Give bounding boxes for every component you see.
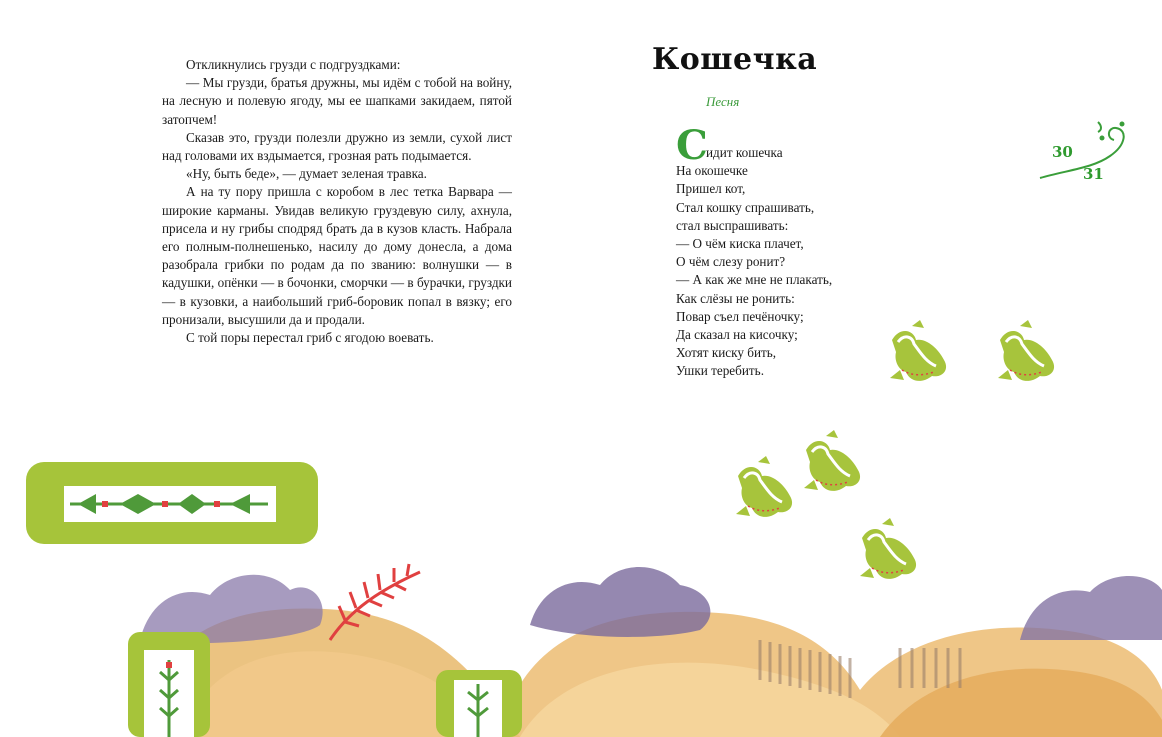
- poem-line: стал выспрашивать:: [676, 217, 789, 233]
- poem-line: — О чём киска плачет,: [676, 236, 804, 252]
- embroidered-post: [128, 632, 210, 737]
- poem-line: О чём слезу ронит?: [676, 254, 786, 270]
- poem-line: — А как же мне не плакать,: [676, 272, 833, 288]
- bird-ornament-icon: [890, 320, 946, 381]
- poem-line: Ушки теребить.: [676, 363, 764, 379]
- page-subtitle: Песня: [706, 94, 740, 109]
- paragraph: — Мы грузди, братья дружны, мы идём с тобой на войну, на лесную и полевую ягоду, мы ее шапками закидаем, пятой затопчем!: [162, 75, 512, 127]
- poem-line: Хотят киску бить,: [676, 345, 777, 361]
- embroidered-post: [436, 670, 522, 737]
- paragraph: «Ну, быть беде», — думает зеленая травка.: [186, 166, 427, 182]
- page-number-right: 31: [1083, 165, 1104, 183]
- page-title: Кошечка: [652, 42, 818, 77]
- poem-line: Повар съел печёночку;: [676, 308, 804, 324]
- paragraph: Сказав это, грузди полезли дружно из земли, сухой лист над головами их вздымается, грозная рать подымается.: [162, 129, 512, 164]
- paragraph: А на ту пору пришла с коробом в лес тетка Варвара — широкие карманы. Увидав великую груздевую силу, ахнула, присела и ну грибы сподряд брать да в кузов класть. Набрала его полным-полнешенько, насилу до дому донесла, а дома разобрала грибки по родам да по званию: волнушки — в кадушки, опёнки — в бочонки, сморчки — в бурачки, груздки — в кузовки, а наибольший гриб-боровик попал в вязку; его пронизали, высушили да и продали.: [162, 184, 512, 327]
- poem-line: Как слёзы не ронить:: [676, 290, 795, 306]
- paragraph: С той поры перестал гриб с ягодою воевать.: [186, 330, 434, 346]
- bird-ornament-icon: [860, 518, 916, 579]
- poem-line: Пришел кот,: [676, 181, 746, 197]
- poem-line: Да сказал на кисочку;: [676, 327, 798, 343]
- page-number-left: 30: [1052, 143, 1073, 161]
- drop-cap: С: [676, 122, 708, 169]
- poem-line: идит кошечка: [706, 145, 783, 160]
- bird-ornament-icon: [736, 456, 792, 517]
- poem-line: На окошечке: [676, 163, 748, 179]
- paragraph: Откликнулись грузди с подгруздками:: [186, 57, 401, 72]
- embroidered-frame: [26, 462, 318, 544]
- poem-line: Стал кошку спрашивать,: [676, 199, 815, 215]
- bird-ornament-icon: [998, 320, 1054, 381]
- bird-ornament-icon: [804, 430, 860, 491]
